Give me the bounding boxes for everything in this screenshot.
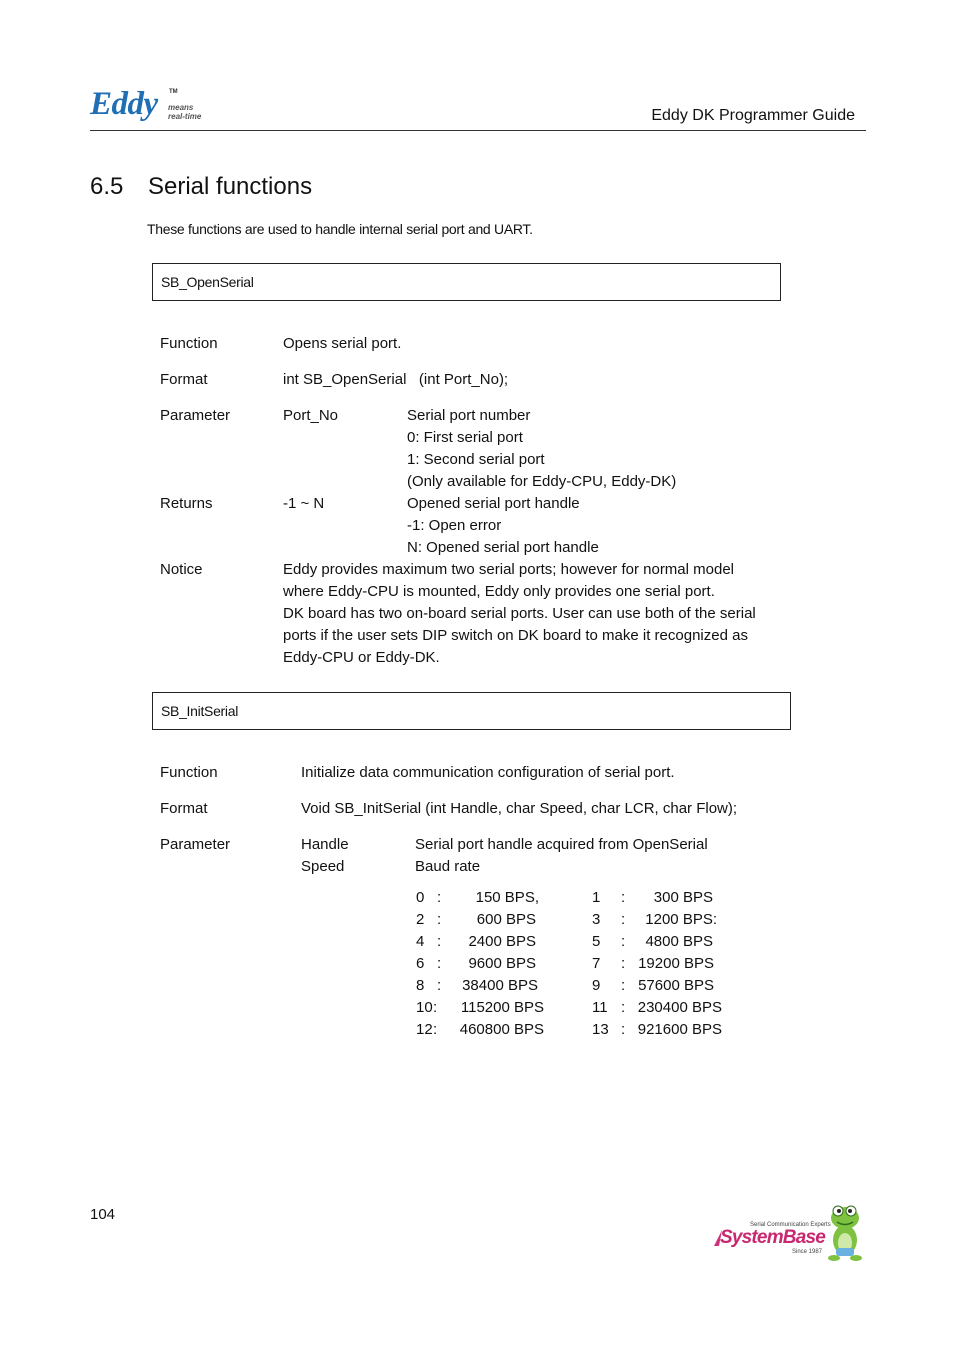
baud-colon: : bbox=[433, 1021, 438, 1038]
baud-rate: 150 BPS, bbox=[475, 889, 539, 906]
baud-index: 8 bbox=[416, 977, 425, 994]
notice-label: Notice bbox=[160, 561, 203, 578]
returns-value: -1 ~ N bbox=[283, 495, 325, 512]
format-value: Void SB_InitSerial (int Handle, char Speed, char LCR, char Flow); bbox=[301, 800, 738, 817]
returns-desc bbox=[407, 493, 599, 559]
section-number: 6.5 bbox=[90, 173, 124, 200]
page-number: 104 bbox=[90, 1206, 116, 1223]
notice-line: DK board has two on-board serial ports. User can use both of the serial bbox=[283, 605, 756, 622]
notice-line: Eddy-CPU or Eddy-DK. bbox=[283, 649, 440, 666]
baud-index: 13 bbox=[592, 1021, 609, 1038]
parameter-label: Parameter bbox=[160, 836, 231, 853]
param-desc bbox=[407, 405, 676, 493]
baud-colon: : bbox=[433, 999, 438, 1016]
notice-line: where Eddy-CPU is mounted, Eddy only provides one serial port. bbox=[283, 583, 715, 600]
baud-rate: 300 BPS bbox=[653, 889, 713, 906]
baud-colon: : bbox=[621, 999, 626, 1016]
function-name: SB_OpenSerial bbox=[161, 274, 254, 290]
baud-index: 3 bbox=[592, 911, 601, 928]
param-name-handle: Handle bbox=[301, 836, 349, 853]
baud-rate: 4800 BPS bbox=[645, 933, 713, 950]
baud-index: 10 bbox=[416, 999, 433, 1016]
baud-index: 2 bbox=[416, 911, 425, 928]
baud-colon: : bbox=[437, 933, 442, 950]
param-name-speed: Speed bbox=[301, 858, 345, 875]
baud-index: 4 bbox=[416, 933, 425, 950]
baud-rate: 460800 BPS bbox=[459, 1021, 544, 1038]
param-desc-speed: Baud rate bbox=[415, 858, 481, 875]
section-title: Serial functions bbox=[148, 173, 313, 200]
logo-trademark: TM bbox=[169, 89, 178, 95]
systembase-logo bbox=[710, 1200, 865, 1262]
brand-since: Since 1987 bbox=[792, 1249, 823, 1255]
param-desc-handle: Serial port handle acquired from OpenSerial bbox=[415, 836, 708, 853]
param-desc-line: (Only available for Eddy-CPU, Eddy-DK) bbox=[407, 473, 677, 490]
baud-rate: 115200 BPS bbox=[460, 999, 544, 1016]
baud-colon: : bbox=[437, 889, 442, 906]
baud-index: 1 bbox=[592, 889, 601, 906]
returns-desc-line: N: Opened serial port handle bbox=[407, 539, 599, 556]
brand-tagline: Serial Communication Experts bbox=[750, 1222, 831, 1228]
baud-colon: : bbox=[621, 1021, 626, 1038]
baud-index: 9 bbox=[592, 977, 601, 994]
param-desc-line: 1: Second serial port bbox=[407, 451, 545, 468]
baud-rate: 600 BPS bbox=[476, 911, 536, 928]
function-value: Initialize data communication configuration of serial port. bbox=[301, 764, 675, 781]
baud-colon: : bbox=[621, 977, 626, 994]
format-label: Format bbox=[160, 371, 208, 388]
format-label: Format bbox=[160, 800, 208, 817]
function-label: Function bbox=[160, 764, 218, 781]
returns-desc-line: -1: Open error bbox=[407, 517, 502, 534]
section-heading bbox=[90, 172, 312, 202]
baud-index: 5 bbox=[592, 933, 601, 950]
param-desc-line: 0: First serial port bbox=[407, 429, 523, 446]
baud-index: 7 bbox=[592, 955, 601, 972]
parameter-label: Parameter bbox=[160, 407, 231, 424]
function-box-init-serial bbox=[152, 692, 791, 730]
baud-index: 12 bbox=[416, 1021, 433, 1038]
baud-index: 0 bbox=[416, 889, 425, 906]
function-value: Opens serial port. bbox=[283, 335, 402, 352]
logo-tagline: means real-time bbox=[168, 103, 202, 121]
baud-rate: 921600 BPS bbox=[637, 1021, 722, 1038]
baud-rate: 57600 BPS bbox=[638, 977, 714, 994]
returns-desc-line: Opened serial port handle bbox=[407, 495, 580, 512]
baud-rate: 2400 BPS bbox=[468, 933, 536, 950]
baud-rate: 230400 BPS bbox=[637, 999, 722, 1016]
baud-index: 6 bbox=[416, 955, 425, 972]
returns-label: Returns bbox=[160, 495, 213, 512]
function-label: Function bbox=[160, 335, 218, 352]
format-value: int SB_OpenSerial (int Port_No); bbox=[283, 371, 509, 388]
baud-rate: 38400 BPS bbox=[462, 977, 538, 994]
baud-index: 11 bbox=[592, 999, 608, 1016]
header-divider bbox=[90, 130, 866, 131]
param-desc-line: Serial port number bbox=[407, 407, 531, 424]
brand-name: SystemBase bbox=[720, 1227, 826, 1248]
notice-text bbox=[283, 559, 756, 669]
param-name: Port_No bbox=[283, 407, 339, 424]
notice-line: ports if the user sets DIP switch on DK board to make it recognized as bbox=[283, 627, 748, 644]
notice-line: Eddy provides maximum two serial ports; however for normal model bbox=[283, 561, 735, 578]
baud-colon: : bbox=[621, 889, 626, 906]
baud-rate: 19200 BPS bbox=[638, 955, 714, 972]
baud-colon: : bbox=[437, 955, 442, 972]
baud-colon: : bbox=[437, 977, 442, 994]
function-box-open-serial bbox=[152, 263, 781, 301]
eddy-logo bbox=[90, 86, 220, 126]
baud-colon: : bbox=[621, 955, 626, 972]
logo-word: Eddy bbox=[90, 86, 158, 122]
document-title: Eddy DK Programmer Guide bbox=[651, 107, 855, 124]
baud-colon: : bbox=[621, 933, 626, 950]
baud-rate: 1200 BPS: bbox=[645, 911, 717, 928]
baud-colon: : bbox=[437, 911, 442, 928]
section-intro: These functions are used to handle internal serial port and UART. bbox=[147, 221, 533, 237]
function-name: SB_InitSerial bbox=[161, 703, 239, 719]
baud-rate: 9600 BPS bbox=[468, 955, 536, 972]
baud-colon: : bbox=[621, 911, 626, 928]
